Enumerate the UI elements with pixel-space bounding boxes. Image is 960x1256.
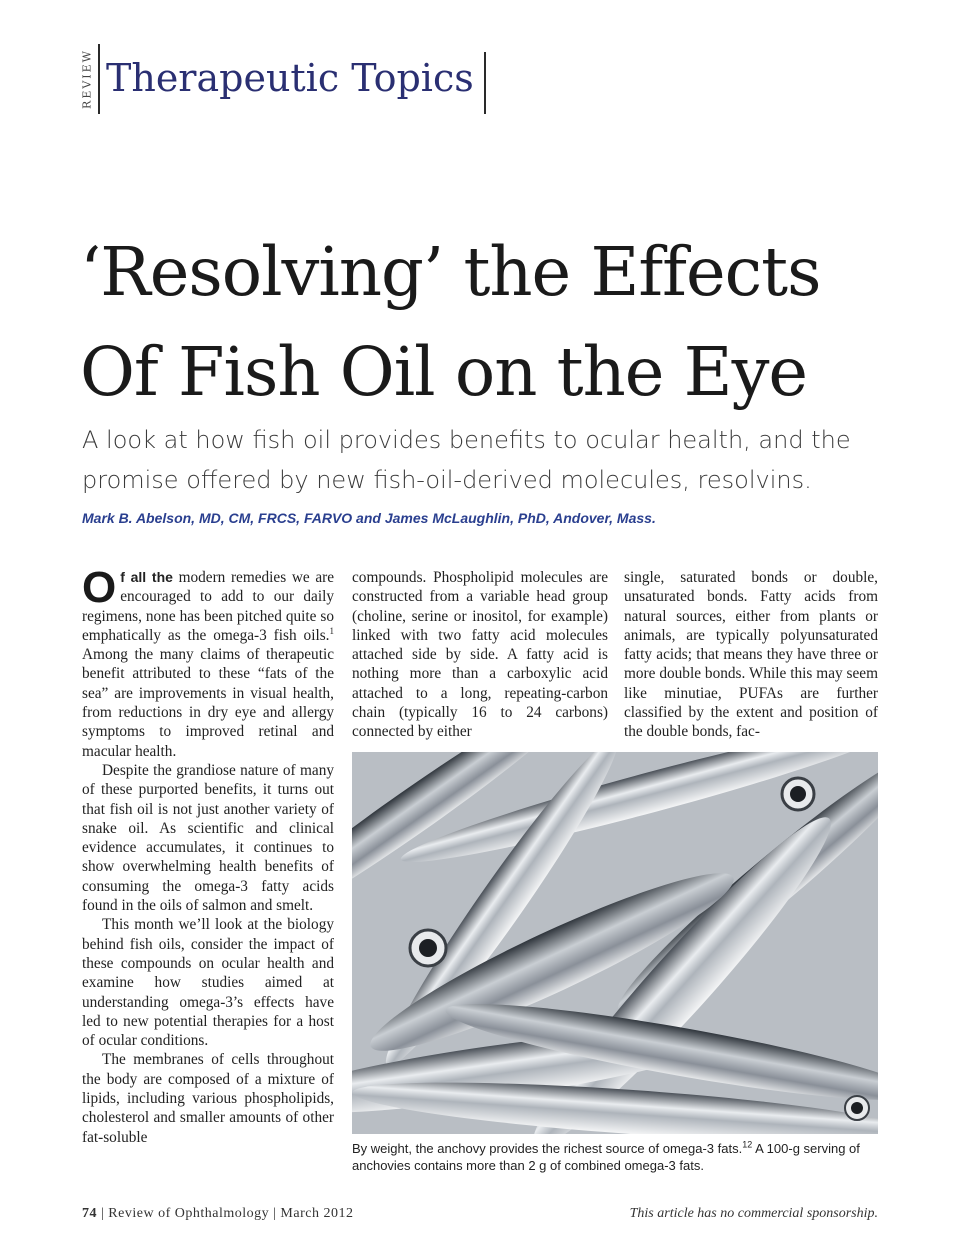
caption-text-2: A 100-g serving of anchovies contains more than 2 g of combined omega-3 fats.	[352, 1141, 860, 1173]
paragraph-1	[82, 563, 335, 761]
paragraph-5: compounds. Phospholipid molecules are constructed from a variable head group (choline, serine or inositol, for example) linked with two fatty acid molecules attached side by side. A fatty acid is nothing more than a carboxylic acid attached to a long, repeating-carbon chain (typically 16 to 24 carbons) connected by either	[352, 569, 608, 741]
drop-cap: O	[82, 563, 117, 612]
lead-in: f all the	[120, 569, 173, 585]
caption-reference: 12	[742, 1139, 753, 1150]
body-column-3	[624, 568, 878, 742]
review-tag	[76, 44, 100, 114]
article-byline: Mark B. Abelson, MD, CM, FRCS, FARVO and James McLaughlin, PhD, Andover, Mass.	[82, 510, 656, 526]
page-footer	[82, 1206, 353, 1222]
article-title	[80, 222, 880, 422]
title-line-2: Of Fish Oil on the Eye	[80, 333, 808, 411]
anchovy-photo	[352, 752, 878, 1134]
reference-1: 1	[329, 625, 334, 636]
paragraph-2: Despite the grandiose nature of many of these purported benefits, it turns out that fish oil is not just another variety of snake oil. As scientific and clinical evidence accumulates, it continues to show overwhelming health benefits of consuming the omega-3 fatty acids found in the oils of salmon and smelt.	[82, 761, 334, 915]
sponsorship-disclaimer: This article has no commercial sponsorship.	[629, 1206, 878, 1221]
photo-caption	[352, 1140, 878, 1174]
page-number: 74	[82, 1206, 97, 1221]
anchovy-illustration	[352, 752, 878, 1134]
body-column-2	[352, 568, 608, 742]
caption-text-1: By weight, the anchovy provides the richest source of omega-3 fats.	[352, 1141, 743, 1156]
journal-info: | Review of Ophthalmology | March 2012	[97, 1206, 354, 1221]
review-tag-label: REVIEW	[80, 49, 94, 109]
article-subtitle: A look at how fish oil provides benefits to ocular health, and the promise offered by new fish-oil-derived molecules, resolvins.	[82, 426, 851, 494]
section-title: Therapeutic Topics	[106, 52, 486, 114]
paragraph-4: The membranes of cells throughout the body are composed of a mixture of lipids, including various phospholipids, cholesterol and smaller amounts of other fat-soluble	[82, 1051, 334, 1146]
paragraph-1-end: Among the many claims of therapeutic benefit attributed to these “fats of the sea” are improvements in visual health, from reductions in dry eye and allergy symptoms to improved retinal and macular health.	[82, 646, 334, 760]
paragraph-6: single, saturated bonds or double, unsaturated bonds. Fatty acids from natural sources, either from plants or animals, are typically polyunsaturated fatty acids; that means they have three or more double bonds. While this may seem like minutiae, PUFAs are further classified by the extent and position of the double bonds, fac-	[624, 569, 878, 741]
title-line-1: ‘Resolving’ the Effects	[80, 233, 821, 311]
paragraph-3: This month we’ll look at the biology behind fish oils, consider the impact of these compounds on ocular health and examine how studies aimed at understanding omega-3’s effects have led to new potential therapies for a host of ocular conditions.	[82, 916, 334, 1050]
body-column-1	[82, 563, 335, 1147]
paragraph-1-text: modern remedies we are encouraged to add to our daily regimens, none has been pitched quite so emphatically as the omega-3 fish oils.	[82, 569, 335, 644]
